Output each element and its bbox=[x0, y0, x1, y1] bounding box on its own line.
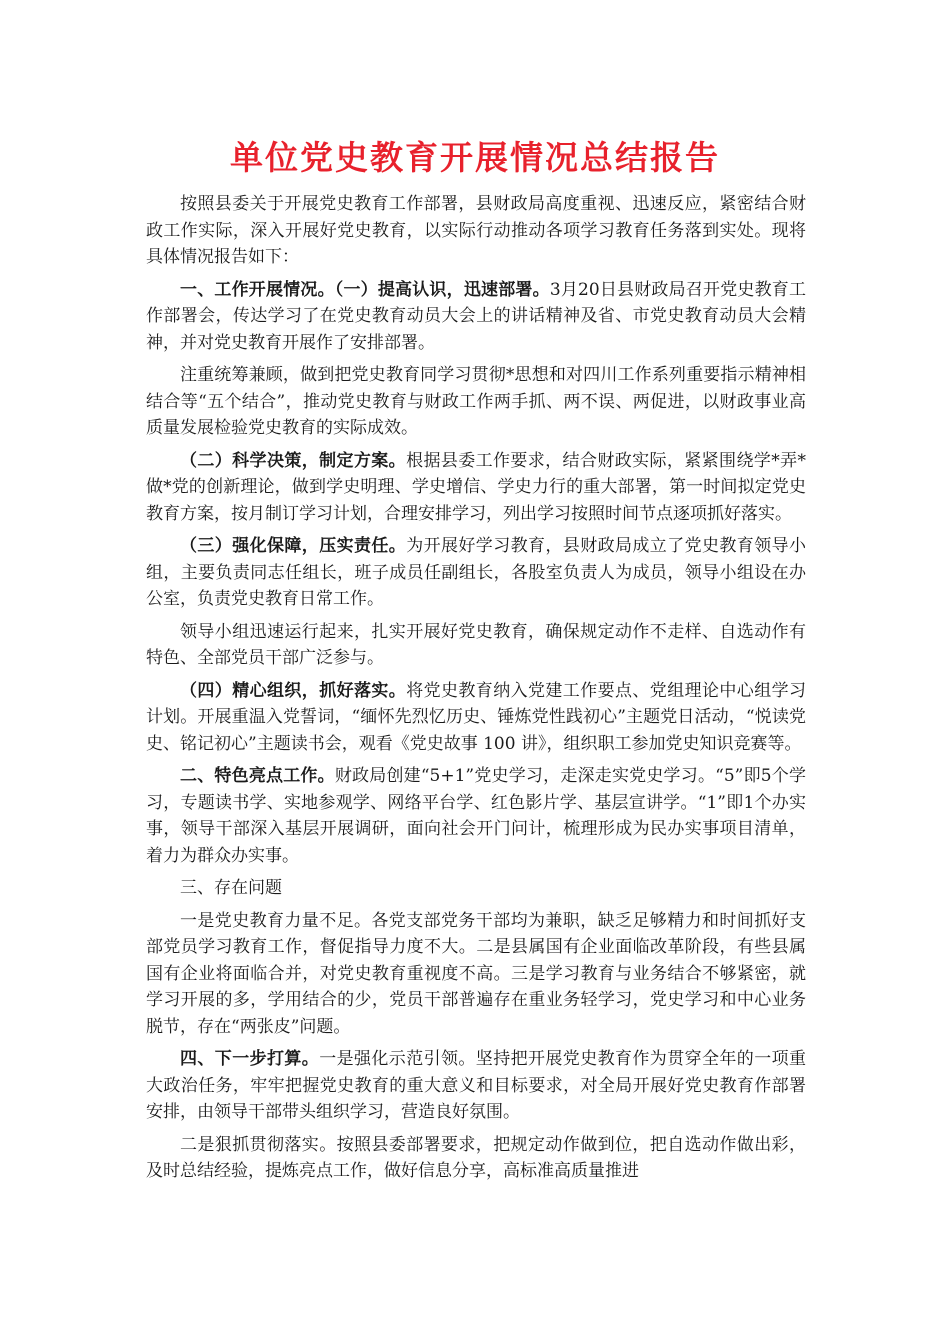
paragraph-text: 注重统筹兼顾，做到把党史教育同学习贯彻*思想和对四川工作系列重要指示精神相结合等“五个结合”，推动党史教育与财政工作两手抓、两不误、两促进，以财政事业高质量发展检验党史教育的实际成效。 bbox=[146, 365, 806, 438]
document-body bbox=[146, 191, 806, 1191]
paragraph bbox=[146, 1132, 806, 1185]
paragraph-text: 一是党史教育力量不足。各党支部党务干部均为兼职，缺乏足够精力和时间抓好支部党员学习教育工作，督促指导力度不大。二是县属国有企业面临改革阶段，有些县属国有企业将面临合并，对党史教育重视度不高。三是学习教育与业务结合不够紧密，就学习开展的多，学用结合的少，党员干部普遍存在重业务轻学习，党史学习和中心业务脱节，存在“两张皮”问题。 bbox=[146, 910, 806, 1037]
paragraph bbox=[146, 533, 806, 613]
document-title: 单位党史教育开展情况总结报告 bbox=[230, 138, 720, 177]
paragraph-text: 3月20日县财政局召开党史教育工作部署会，传达学习了在党史教育动员大会上的讲话精神及省、市党史教育动员大会精神，并对党史教育开展作了安排部署。 bbox=[146, 279, 807, 353]
paragraph-heading: （三）强化保障，压实责任。 bbox=[180, 536, 407, 556]
paragraph-text: 按照县委关于开展党史教育工作部署，县财政局高度重视、迅速反应，紧密结合财政工作实际，深入开展好党史教育，以实际行动推动各项学习教育任务落到实处。现将具体情况报告如下： bbox=[146, 194, 806, 267]
paragraph-heading: （二）科学决策，制定方案。 bbox=[180, 450, 407, 471]
paragraph bbox=[146, 908, 806, 1041]
paragraph-text: 领导小组迅速运行起来，扎实开展好党史教育，确保规定动作不走样、自选动作有特色、全部党员干部广泛参与。 bbox=[146, 621, 806, 668]
paragraph bbox=[146, 362, 806, 442]
paragraph-text: 财政局创建“5+1”党史学习，走深走实党史学习。“5”即5个学习，专题读书学、实地参观学、网络平台学、红色影片学、基层宣讲学。“1”即1个办实事，领导干部深入基层开展调研，面向社会开门问计，梳理形成为民办实事项目清单，着力为群众办实事。 bbox=[146, 766, 807, 866]
paragraph bbox=[146, 763, 806, 869]
paragraph-text: 将党史教育纳入党建工作要点、党组理论中心组学习计划。开展重温入党誓词，“缅怀先烈忆历史、锤炼党性践初心”主题党日活动，“悦读党史、铭记初心”主题读书会，观看《党史故事 100 讲》，组织职工参加党史知识竞赛等。 bbox=[146, 680, 807, 754]
paragraph bbox=[146, 1046, 806, 1126]
paragraph bbox=[146, 191, 806, 271]
paragraph-heading: （四）精心组织，抓好落实。 bbox=[180, 680, 407, 701]
paragraph-text: 根据县委工作要求，结合财政实际，紧紧围绕学*弄*做*党的创新理论，做到学史明理、学史增信、学史力行的重大部署，第一时间拟定党史教育方案，按月制订学习计划，合理安排学习，列出学习按照时间节点逐项抓好落实。 bbox=[146, 450, 807, 524]
paragraph bbox=[146, 448, 806, 528]
paragraph bbox=[146, 619, 806, 672]
paragraph-heading: 二、特色亮点工作。 bbox=[180, 766, 335, 786]
paragraph bbox=[146, 875, 806, 902]
paragraph-text: 三、存在问题 bbox=[180, 878, 282, 898]
paragraph-text: 一是强化示范引领。坚持把开展党史教育作为贯穿全年的一项重大政治任务，牢牢把握党史教育的重大意义和目标要求，对全局开展好党史教育作部署安排，由领导干部带头组织学习，营造良好氛围。 bbox=[146, 1049, 807, 1122]
paragraph bbox=[146, 277, 806, 357]
paragraph-text: 二是狠抓贯彻落实。按照县委部署要求，把规定动作做到位，把自选动作做出彩，及时总结经验，提炼亮点工作，做好信息分享，高标准高质量推进 bbox=[146, 1134, 806, 1181]
paragraph-heading: 四、下一步打算。 bbox=[180, 1049, 320, 1069]
paragraph-text: 为开展好学习教育，县财政局成立了党史教育领导小组，主要负责同志任组长，班子成员任副组长，各股室负责人为成员，领导小组设在办公室，负责党史教育日常工作。 bbox=[146, 536, 807, 609]
paragraph bbox=[146, 678, 806, 758]
paragraph-heading: 一、工作开展情况。（一）提高认识，迅速部署。 bbox=[180, 279, 550, 300]
